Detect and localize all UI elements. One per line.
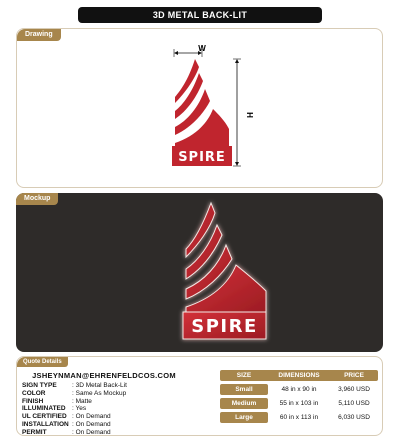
contact-email: JSHEYNMAN@EHRENFELDCOS.COM — [32, 371, 176, 380]
size-cell: Medium — [220, 398, 268, 409]
spec-label: FINISH — [22, 397, 44, 405]
price-cell: 6,030 USD — [338, 414, 370, 421]
page-title: 3D METAL BACK-LIT — [78, 7, 322, 23]
price-cell: 3,960 USD — [338, 386, 370, 393]
header-size: SIZE — [236, 372, 252, 379]
spec-value: : Matte — [72, 397, 92, 405]
price-table-header — [220, 370, 378, 381]
header-price: PRICE — [344, 372, 364, 379]
table-row — [220, 398, 378, 409]
drawing-illustration — [17, 29, 384, 189]
price-table — [220, 370, 378, 423]
height-dimension — [233, 59, 254, 166]
spec-row — [22, 421, 127, 429]
drawing-logo-text: SPIRE — [178, 150, 226, 165]
width-dimension — [174, 44, 206, 57]
spec-value: : 3D Metal Back-Lit — [72, 382, 127, 389]
drawing-panel — [16, 28, 383, 188]
width-label: W — [198, 44, 206, 53]
price-cell: 5,110 USD — [338, 400, 370, 407]
spec-label: PERMIT — [22, 428, 47, 436]
spec-label: UL CERTIFIED — [22, 413, 67, 421]
table-row — [220, 412, 378, 423]
dimensions-cell: 55 in x 103 in — [279, 400, 319, 407]
table-row — [220, 384, 378, 395]
spec-value: : On Demand — [72, 413, 111, 421]
spec-row — [22, 413, 127, 421]
dimensions-cell: 48 in x 90 in — [281, 386, 317, 393]
spec-row — [22, 382, 127, 390]
spec-label: ILLUMINATED — [22, 405, 66, 413]
spec-row — [22, 398, 127, 406]
spec-label: COLOR — [22, 389, 46, 397]
size-cell: Large — [220, 412, 268, 423]
quote-tag: Quote Details — [17, 357, 68, 367]
size-cell: Small — [220, 384, 268, 395]
mockup-logo-text: SPIRE — [191, 316, 258, 337]
mockup-panel — [16, 193, 383, 352]
spec-row — [22, 429, 127, 437]
spec-value: : On Demand — [72, 420, 111, 428]
height-label: H — [245, 112, 254, 118]
spec-value: : Yes — [72, 405, 87, 413]
spec-row — [22, 405, 127, 413]
spire-logo — [172, 59, 232, 166]
spec-label: INSTALLATION — [22, 420, 69, 428]
header-dimensions: DIMENSIONS — [278, 372, 320, 379]
spec-value: : On Demand — [72, 428, 111, 436]
mockup-illustration — [16, 193, 383, 352]
drawing-tag: Drawing — [17, 29, 61, 41]
mockup-tag: Mockup — [16, 193, 58, 205]
dimensions-cell: 60 in x 113 in — [279, 414, 319, 421]
spec-row — [22, 390, 127, 398]
spec-value: : Same As Mockup — [72, 389, 127, 397]
spec-label: SIGN TYPE — [22, 382, 57, 389]
spec-list — [22, 382, 127, 437]
